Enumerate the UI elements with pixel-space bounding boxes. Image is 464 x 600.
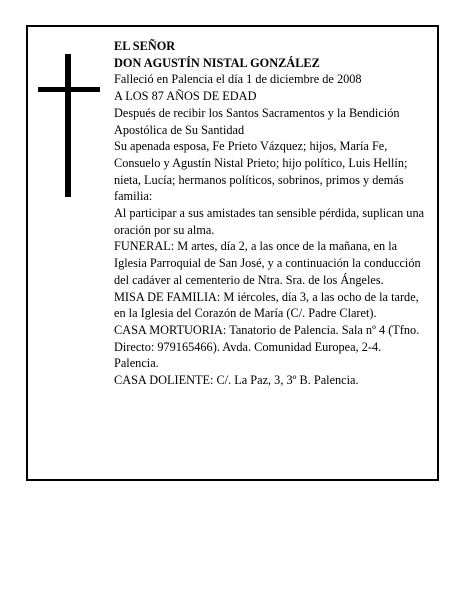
cross-icon (38, 54, 100, 197)
mortuary-paragraph: CASA MORTUORIA: Tanatorio de Palencia. Sala nº 4 (Tfno. Directo: 979165466). Avda. Comunidad Europea, 2-4. Palencia. (114, 322, 420, 371)
prayer-request-paragraph: Al participar a sus amistades tan sensible pérdida, suplican una oración por su alma. (114, 206, 425, 237)
notice-title-line-1: EL SEÑOR (114, 39, 176, 53)
age-line: A LOS 87 AÑOS DE EDAD (114, 89, 257, 104)
sacraments-paragraph: Después de recibir los Santos Sacramentos y la Bendición Apostólica de Su Santidad (114, 105, 400, 137)
funeral-paragraph: FUNERAL: M artes, día 2, a las once de la mañana, en la Iglesia Parroquial de San José, y a continuación la conducción del cadáver al cementerio de Ntra. Sra. de los Ángeles. (114, 239, 421, 287)
cross-vertical-bar (65, 54, 71, 197)
deceased-name: DON AGUSTÍN NISTAL GONZÁLEZ (114, 55, 320, 70)
family-paragraph: Su apenada esposa, Fe Prieto Vázquez; hijos, María Fe, Consuelo y Agustín Nistal Prieto; hijo político, Luis Hellín; nieta, Lucía; hermanos políticos, sobrinos, primos y demás familia: (114, 139, 408, 204)
mourning-house-paragraph: CASA DOLIENTE: C/. La Paz, 3, 3º B. Palencia. (114, 373, 359, 388)
death-date-line: Falleció en Palencia el día 1 de diciembre de 2008 (114, 72, 362, 87)
cross-horizontal-bar (38, 87, 100, 92)
family-mass-paragraph: MISA DE FAMILIA: M iércoles, día 3, a las ocho de la tarde, en la Iglesia del Corazón de María (C/. Padre Claret). (114, 289, 419, 321)
obituary-text (114, 38, 426, 389)
